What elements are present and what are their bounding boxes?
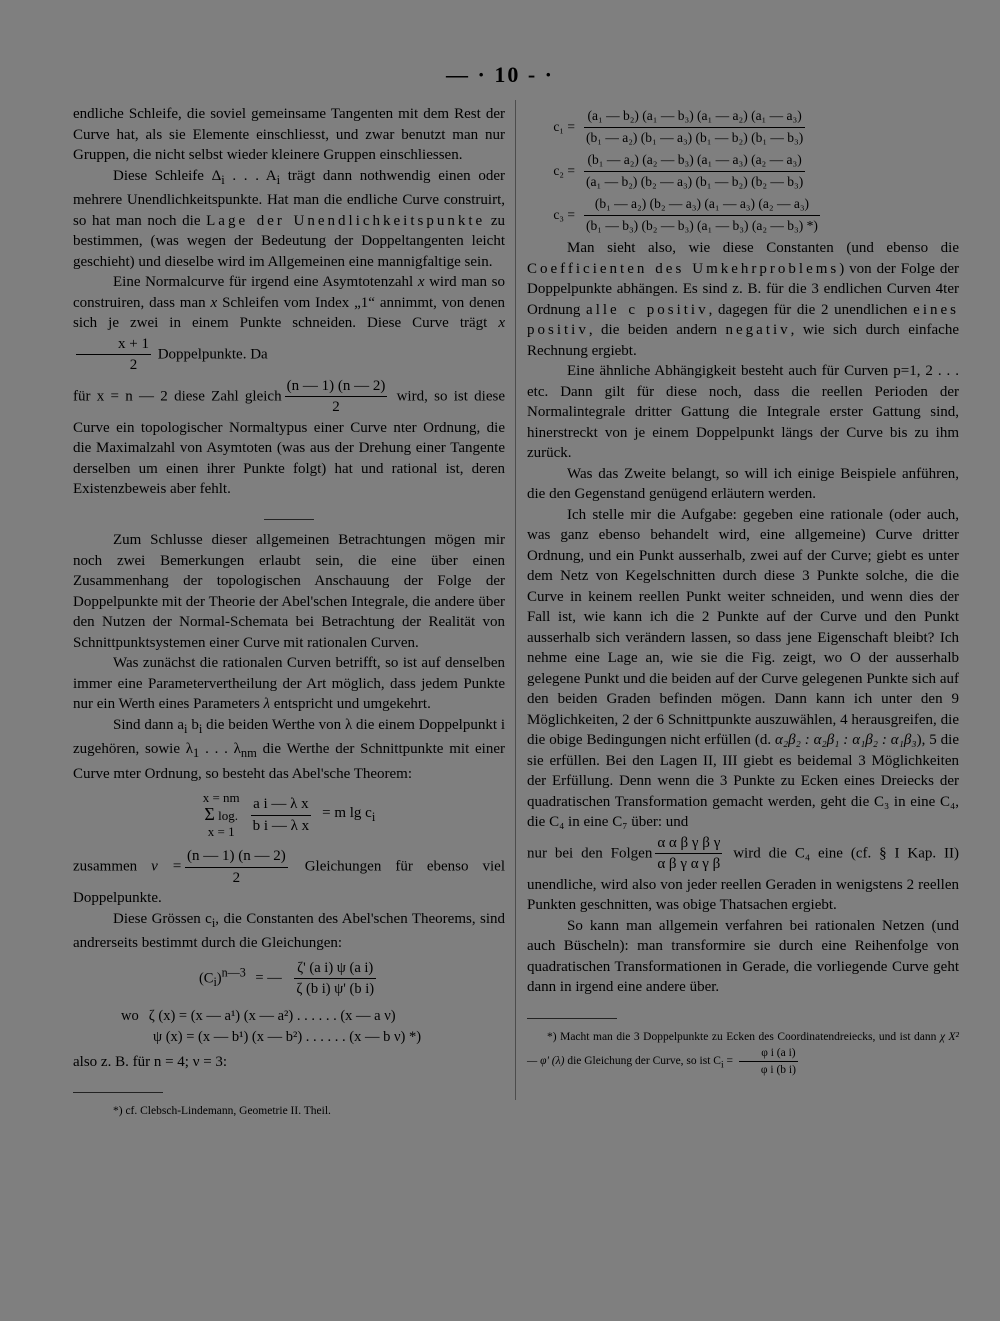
sum-lower-limit: x = 1 [207,824,235,839]
right-footnote: *) Macht man die 3 Doppelpunkte zu Ecken des Coordinatendreiecks, und ist dann χ X² — φ' (λ) die Gleichung der Curve, so ist $C_i$ = $\frac{\text{φ i (a i)}}{\text{φ i (b i)}}$ [527,1018,959,1078]
left-paragraph-9: Diese Grössen $c_i$, die Constanten des Abel'schen Theorems, sind andrerseits bestimmt durch die Gleichungen: [73,910,505,951]
section-separator [73,506,505,527]
sum-symbol: Σ log. [204,804,238,824]
page-number-prefix: — · [445,62,487,87]
fraction-nu: $\frac{(n — 1) (n — 2)}{2}$ [186,848,286,886]
page-number-suffix: - · [527,62,554,87]
c3-equation: c₃ = $\frac{\text{(b₁ — a₂) (b₂ — a₃) (a₁ — a₃) (a₂ — a₃)}}{\text{(b₁ — b₃) (b₂ — b₃) (a₁ — b₃) (a₂ — b₃) *)}}$ [553,196,818,233]
psi-definition: ψ (x) = (x — b¹) (x — b²) . . . . . . (x — b ν) *) [153,1028,422,1045]
page-number [0,62,1000,88]
right-paragraph-2: Eine ähnliche Abhängigkeit besteht auch für Curven p=1, 2 . . . etc. Dann gilt für diese noch, dass die reellen Perioden der Normalintegrale dritter Gattung die Integrale erster Gattung sind, hinerstreckt von je einem Doppelpunkt längs der Curve bis zu ihm zurück. [527,363,959,461]
right-paragraph-3: Was das Zweite belangt, so will ich einige Beispiele anführen, die den Gegenstand genügend erläutern werden. [527,465,959,502]
left-paragraph-8: zusammen ν = $\frac{(n — 1) (n — 2)}{2}$ Gleichungen für ebenso viel Doppelpunkte. [73,848,505,906]
right-paragraph-4: Ich stelle mir die Aufgabe: gegeben eine rationale (oder auch, was ganz ebenso behandelt wird, eine allgemeine) Curve dritter Ordnung, und ein Punkt ausserhalb, zwei auf der Curve; giebt es unter dem Netz von Kegelschnitten durch diese 3 Punkte solche, die die Curve in keinem reellen Punkt weiter schneiden, und wenn dies der Fall ist, wie kann ich die 2 Punkte auf der Curve und den Punkt ausserhalb sich verändern lassen, so dass jene Eigenschaft bleibt? Ich nehme eine Lage an, wie sie die Fig. zeigt, wo O der ausserhalb gelegene Punkt und die beiden auf der Curve gelegenen Punkte sich auf den beiden Graden befinden mögen. Dann kann ich unter den 9 Möglichkeiten, 2 der 6 Schnittpunkte auszuwählen, 4 herausgreifen, die die obige Bedingungen nicht erfüllen (d. α₂β₂ : α₂β₁ : α₁β₂ : α₁β₃), 5 die sie erfüllen. Bei den Lagen II, III giebt es beidemal 3 Möglichkeiten der Erfüllung. Denn wenn die 3 Punkte zu Ecken eines Dreiecks der quadratischen Transformation gemacht werden, geht die C₃ in eine C₄, die C₄ in eine C₇ über: und [527,506,959,830]
right-paragraph-5: nur bei den Folgen $\frac{\text{α α β γ β γ}}{\text{α β γ α γ β}}$ wird die C₄ eine (cf. § I Kap. II) unendliche, wird also von jeder reellen Geraden in wenigstens 2 reellen Punkten geschnitten, was obige Thatsachen ergiebt. [527,834,959,913]
left-paragraph-6: Was zunächst die rationalen Curven betrifft, so ist auf denselben immer eine Parametervertheilung der Art möglich, dass jedem Punkte nur ein Werth eines Parameters λ entspricht und umgekehrt. [73,655,505,712]
left-paragraph-3: Eine Normalcurve für irgend eine Asymtotenzahl x wird man so construiren, dass man x Schleifen vom Index „1“ annimmt, von denen sich je zwei in einem Punkte schneiden. Diese Curve trägt x $\frac{x + 1}{2}$ Doppelpunkte. Da [73,272,505,376]
right-column [527,104,959,1078]
column-divider [515,100,516,1100]
left-paragraph-7: Sind dann $a_i$ $b_i$ die beiden Werthe von λ die einem Doppelpunkt i zugehören, sowie $\lambda_1$ . . . $\lambda_{nm}$ die Werthe der Schnittpunkte mit einer Curve mter Ordnung, so besteht das Abel'sche Theorem: [73,716,506,782]
footnote-fraction: $\frac{\text{φ i (a i)}}{\text{φ i (b i)}}$ [739,1045,798,1078]
right-paragraph-6: So kann man allgemein verfahren bei rationalen Netzen (und auch Büscheln): man transformire sie durch eine Reihenfolge von quadratischen Transformationen in Gerade, die vorliegende Curve geht dann in irgend eine andere über. [527,917,959,995]
left-paragraph-5: Zum Schlusse dieser allgemeinen Betrachtungen mögen mir noch zwei Bemerkungen erlaubt sein, die eine über einen Zusammenhang der topologischen Anschauung der Folge der Doppelpunkte mit der Theorie der Abel'schen Integrale, die andere über den Nutzen der Normal-Schemata bei Betrachtung der Realität von Schnittpunktsystemen einer Curve mit rationalen Curven. [73,532,505,651]
page-number-value: 10 [494,62,521,87]
fraction-x-plus-1: $\frac{x + 1}{2}$ [76,334,151,376]
ci-fraction: $\frac{\text{ζ' (a i) ψ (a i)}}{\text{ζ (b i) ψ' (b i)}}$ [296,959,375,997]
c2-equation: c₂ = $\frac{\text{(b₁ — a₂) (a₂ — b₃) (a₁ — a₃) (a₂ — a₃)}}{\text{(a₁ — b₂) (b₂ — a₃) (b₁ — b₂) (b₂ — b₃)}}$ [553,152,804,189]
left-footnote: *) cf. Clebsch-Lindemann, Geometrie II. Theil. [73,1092,505,1119]
abel-theorem-equation: x = nm Σ log. x = 1 $\frac{\text{a i — λ x}}{\text{b i — λ x}}$ = m $\lg c_i$ [202,790,376,839]
also-line: also z. B. für n = 4; ν = 3: [73,1053,228,1070]
sum-upper-limit: x = nm [202,790,240,805]
fraction-n: $\frac{(n — 1) (n — 2)}{2}$ [286,377,386,415]
zeta-definition: wo ζ (x) = (x — a¹) (x — a²) . . . . . . (x — a ν) [121,1007,396,1024]
sum-fraction: $\frac{\text{a i — λ x}}{\text{b i — λ x}}$ [252,796,310,834]
wo-definitions [121,1006,505,1048]
left-paragraph-1: endliche Schleife, die soviel gemeinsame Tangenten mit dem Rest der Curve hat, als sie Elemente einschliesst, und zwar benutzt man nur Gruppen, die nicht selbst wieder kleinere Gruppen einschliessen. [73,106,505,163]
ci-equation: $(C_i)^{n—3}$ = — $\frac{\text{ζ' (a i) ψ (a i)}}{\text{ζ (b i) ψ' (b i)}}$ [73,958,505,1000]
emphasis-lage: Lage der Unendlichkeitspunkte [206,212,486,229]
left-paragraph-2: Diese Schleife $\Delta_i$ . . . $A_i$ trägt dann nothwendig einen oder mehrere Unendlichkeitspunkte. Hat man die endliche Curve construirt, so hat man noch die Lage der Unendlichkeitspunkte zu bestimmen, (was wegen der Bedeutung der Doppeltangenten leicht geschieht) und dieselbe wird im Allgemeinen eine mannigfaltige sein. [73,167,505,270]
sum-rhs: = m lg c [322,804,372,821]
left-column [73,104,505,1119]
left-paragraph-4: für x = n — 2 diese Zahl gleich $\frac{(n — 1) (n — 2)}{2}$ wird, so ist diese Curve ein topologischer Normaltypus einer Curve nter Ordnung, die die Maximalzahl von Asymtoten (was aus der Drehung einer Tangente derselben um einen ihrer Punkte folgt) hat und rational ist, deren Existenzbeweis aber fehlt. [73,377,505,497]
sequence-fraction: $\frac{\text{α α β γ β γ}}{\text{α β γ α γ β}}$ [657,834,721,872]
c1-equation: c₁ = $\frac{\text{(a₁ — b₂) (a₁ — b₃) (a₁ — a₂) (a₁ — a₃)}}{\text{(b₁ — a₂) (b₁ — a₃) (b₁ — b₂) (b₁ — b₃)}}$ [553,108,804,145]
right-paragraph-1: Man sieht also, wie diese Constanten (und ebenso die Coefficienten des Umkehrproblems) von der Folge der Doppelpunkte abhängen. Es sind z. B. für die 3 endlichen Curven 4ter Ordnung alle c positiv, dagegen für die 2 unendlichen eines positiv, die beiden andern negativ, wie sich durch einfache Rechnung ergiebt. [527,240,959,359]
